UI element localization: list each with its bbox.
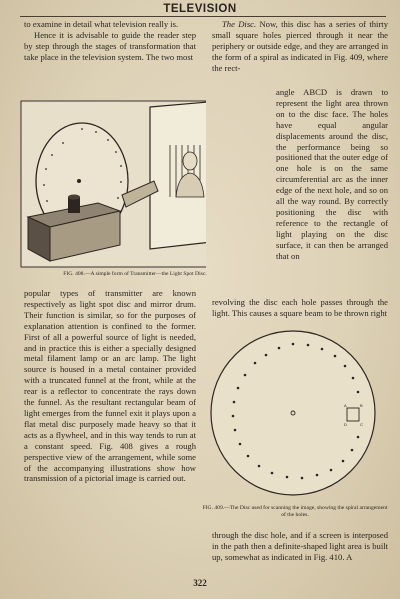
svg-text:C: C — [360, 422, 363, 427]
transmitter-illustration — [20, 99, 206, 269]
right-narrow-text — [276, 87, 388, 262]
right-mid-text — [212, 297, 388, 319]
paragraph: angle ABCD is drawn to represent the light area thrown on to the disc face. The holes have equal angular displacements around the disc, the performance being so positioned that the outer edge of one hole is on the same circumferential arc as the inner edge of the next hole, and so on all the way round. By correctly positioning the disc with reference to the rectangle of light playing on the disc surface, it can then be arranged that on — [276, 87, 388, 261]
figure-408-caption: FIG. 408.—A simple form of Transmitter—the Light Spot Disc. — [63, 271, 207, 277]
header-rule — [20, 16, 386, 17]
figure-409-caption: FIG. 409.—The Disc used for scanning the image, showing the spiral arrangement of the holes. — [202, 505, 388, 518]
svg-text:D: D — [344, 422, 347, 427]
section-heading: The Disc. — [222, 19, 257, 29]
svg-text:B: B — [360, 403, 363, 408]
scanning-disc-diagram — [200, 325, 386, 507]
paragraph: to examine in detail what television really is. — [24, 19, 179, 29]
paragraph: Now, this disc has a series of thirty small square holes pierced through it near the periphery or outside edge, and they are arranged in the form of a spiral as indicated in Fig. 409, where the rect- — [212, 19, 388, 73]
paragraph: revolving the disc each hole passes through the light. This causes a square beam to be thrown right — [212, 297, 388, 318]
right-top-text — [212, 19, 388, 74]
paragraph: Hence it is advisable to guide the reader step by step through the stages of transformation that take place in the television system. The two most — [24, 29, 196, 62]
page-number: 322 — [193, 578, 207, 588]
figure-408 — [20, 99, 206, 269]
svg-text:A: A — [344, 403, 347, 408]
right-bottom-text — [212, 530, 388, 563]
paragraph: through the disc hole, and if a screen is interposed in the path then a definite-shaped light area is built up, somewhat as indicated in Fig. 410. A — [212, 530, 388, 562]
figure-409 — [200, 325, 386, 507]
left-bottom-text — [24, 288, 196, 484]
paragraph: popular types of transmitter are known respectively as light spot disc and mirror drum. Their function is similar, so for the purposes of explanation attention is confined to the former. First of all a powerful source of light is needed, and in practice this is either a specially designed metal filament lamp or an arc lamp. The light source is housed in a metal container provided with a truncated funnel at the front, while at the rear is a reflector to concentrate the rays down the funnel. As the resultant rectangular beam of light emerges from the funnel exit it plays upon a flat metal disc purposely made heavy so that it acts as a flywheel, and in this way tends to run at a constant speed. Fig. 408 gives a rough perspective view of the arrangement, while some of the accompanying illustrations show how transmission of a pictorial image is carried out. — [24, 288, 196, 484]
running-head: TELEVISION — [163, 3, 237, 15]
left-top-text — [24, 19, 196, 63]
